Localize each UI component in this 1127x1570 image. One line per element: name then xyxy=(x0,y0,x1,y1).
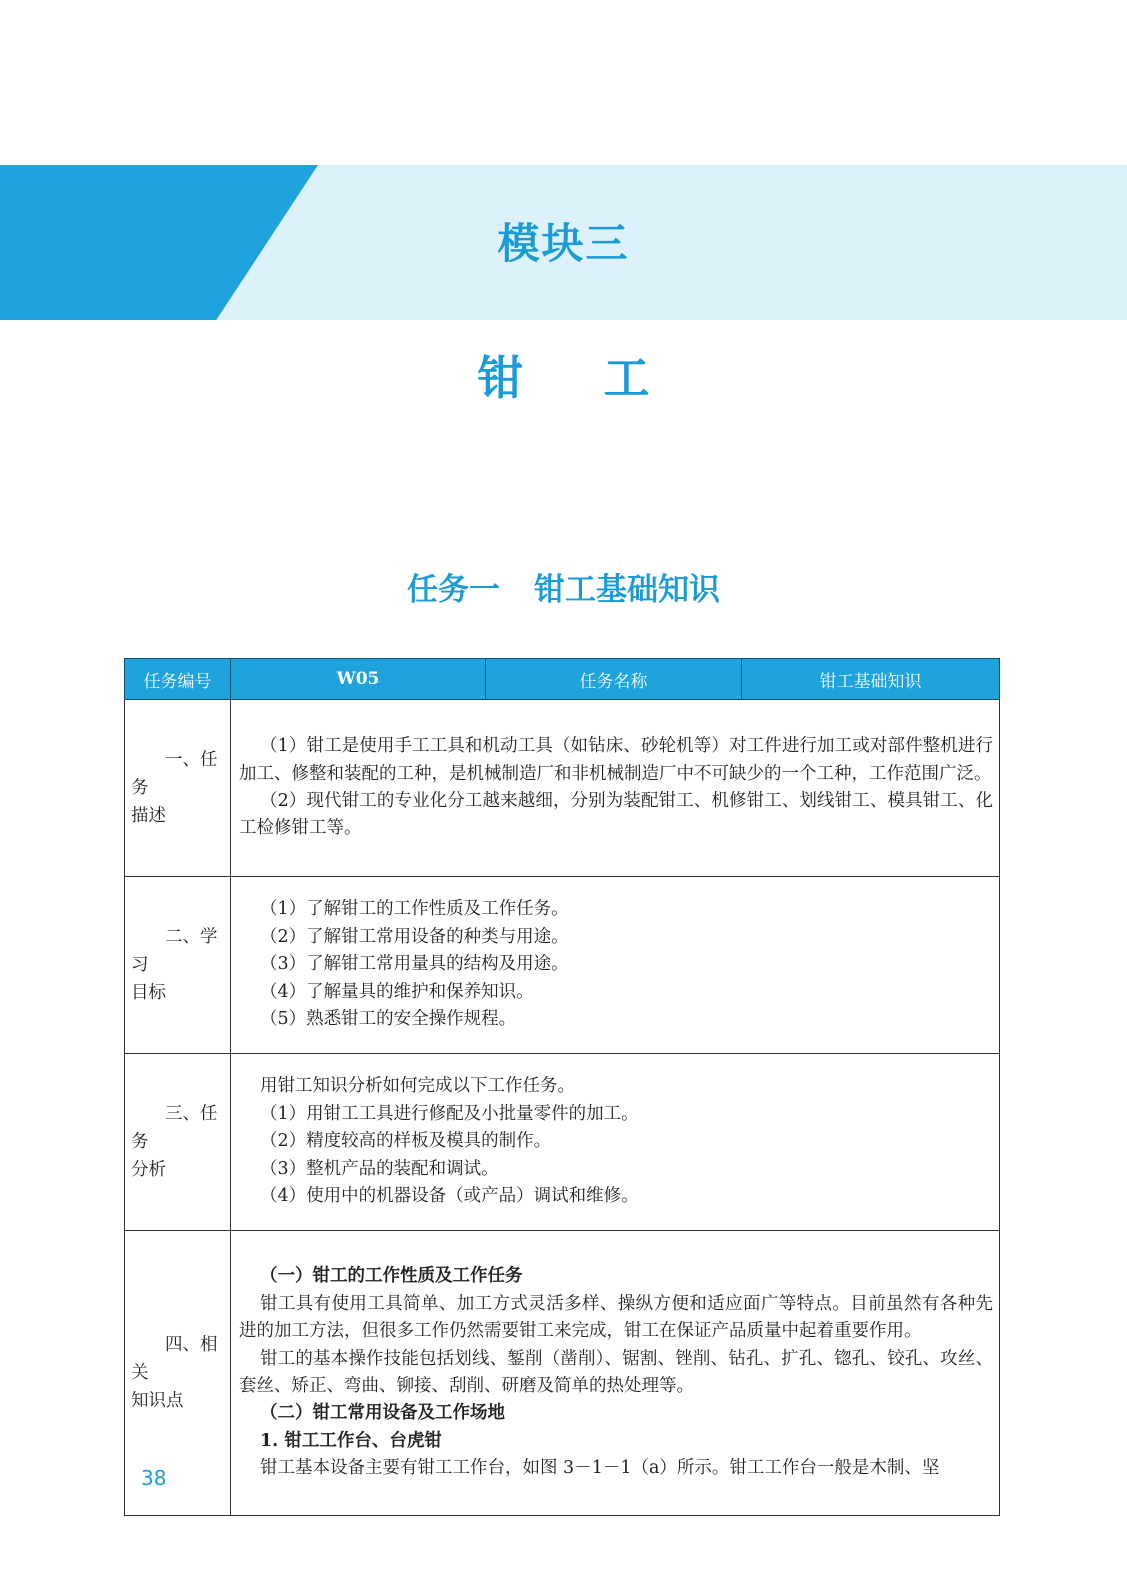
table-row-task-analysis xyxy=(125,1054,1000,1231)
row-label-line1: 二、学习 xyxy=(131,927,218,975)
row-label-line2: 描述 xyxy=(131,806,166,826)
analysis-item: （3）整机产品的装配和调试。 xyxy=(260,1158,499,1179)
description-paragraph-1: （1）钳工是使用手工工具和机动工具（如钻床、砂轮机等）对工件进行加工或对部件整机进行加工、修整和装配的工种，是机械制造厂和非机械制造厂中不可缺少的一个工种，工作范围广泛。 xyxy=(239,736,993,784)
goal-item: （1）了解钳工的工作性质及工作任务。 xyxy=(260,899,569,920)
knowledge-section-1-title: （一）钳工的工作性质及工作任务 xyxy=(260,1266,523,1287)
row-label-line1: 一、任务 xyxy=(131,750,218,798)
row-label-line2: 知识点 xyxy=(131,1391,184,1411)
table-row-related-knowledge xyxy=(125,1231,1000,1516)
table-row-task-description xyxy=(125,700,1000,877)
row-label-line2: 分析 xyxy=(131,1160,166,1180)
page-number: 38 xyxy=(141,1466,167,1490)
knowledge-section-2-title: （二）钳工常用设备及工作场地 xyxy=(260,1403,505,1424)
knowledge-paragraph: 钳工的基本操作技能包括划线、錾削（凿削）、锯割、锉削、钻孔、扩孔、锪孔、铰孔、攻丝、套丝、矫正、弯曲、铆接、刮削、研磨及简单的热处理等。 xyxy=(239,1348,993,1396)
task-heading-name: 钳工基础知识 xyxy=(534,572,720,608)
analysis-item: （4）使用中的机器设备（或产品）调试和维修。 xyxy=(260,1186,639,1207)
task-table-header-row xyxy=(125,659,1000,700)
row-label xyxy=(125,1054,231,1231)
table-row-learning-goals xyxy=(125,877,1000,1054)
knowledge-paragraph: 钳工基本设备主要有钳工工作台，如图 3－1－1（a）所示。钳工工作台一般是木制、坚 xyxy=(260,1458,940,1479)
row-label xyxy=(125,877,231,1054)
task-heading-label: 任务一 xyxy=(407,572,500,608)
analysis-item: （1）用钳工工具进行修配及小批量零件的加工。 xyxy=(260,1103,639,1124)
goal-item: （4）了解量具的维护和保养知识。 xyxy=(260,981,534,1002)
knowledge-subsection-title: 1. 钳工工作台、台虎钳 xyxy=(260,1430,442,1451)
goal-item: （3）了解钳工常用量具的结构及用途。 xyxy=(260,954,569,975)
row-label-line1: 三、任务 xyxy=(131,1104,218,1152)
row-content xyxy=(231,700,1000,877)
task-heading xyxy=(0,568,1127,612)
chapter-title-part2: 工 xyxy=(603,351,650,405)
task-name-label: 任务名称 xyxy=(486,659,742,700)
row-content xyxy=(231,877,1000,1054)
row-label xyxy=(125,700,231,877)
goal-item: （2）了解钳工常用设备的种类与用途。 xyxy=(260,926,569,947)
row-label-line1: 四、相关 xyxy=(131,1335,218,1383)
chapter-title xyxy=(0,350,1127,406)
row-content xyxy=(231,1231,1000,1516)
row-content xyxy=(231,1054,1000,1231)
task-code-value: W05 xyxy=(231,659,486,700)
task-code-label: 任务编号 xyxy=(125,659,231,700)
module-title: 模块三 xyxy=(497,219,630,268)
description-paragraph-2: （2）现代钳工的专业化分工越来越细，分别为装配钳工、机修钳工、划线钳工、模具钳工、化工检修钳工等。 xyxy=(239,791,993,839)
analysis-intro: 用钳工知识分析如何完成以下工作任务。 xyxy=(260,1076,575,1097)
chapter-title-part1: 钳 xyxy=(477,351,524,405)
task-name-value: 钳工基础知识 xyxy=(742,659,1000,700)
goal-item: （5）熟悉钳工的安全操作规程。 xyxy=(260,1009,517,1030)
row-label-line2: 目标 xyxy=(131,983,166,1003)
analysis-item: （2）精度较高的样板及模具的制作。 xyxy=(260,1131,552,1152)
task-table xyxy=(124,658,1000,1516)
knowledge-paragraph: 钳工具有使用工具简单、加工方式灵活多样、操纵方便和适应面广等特点。目前虽然有各种先进的加工方法，但很多工作仍然需要钳工来完成，钳工在保证产品质量中起着重要作用。 xyxy=(239,1293,993,1342)
